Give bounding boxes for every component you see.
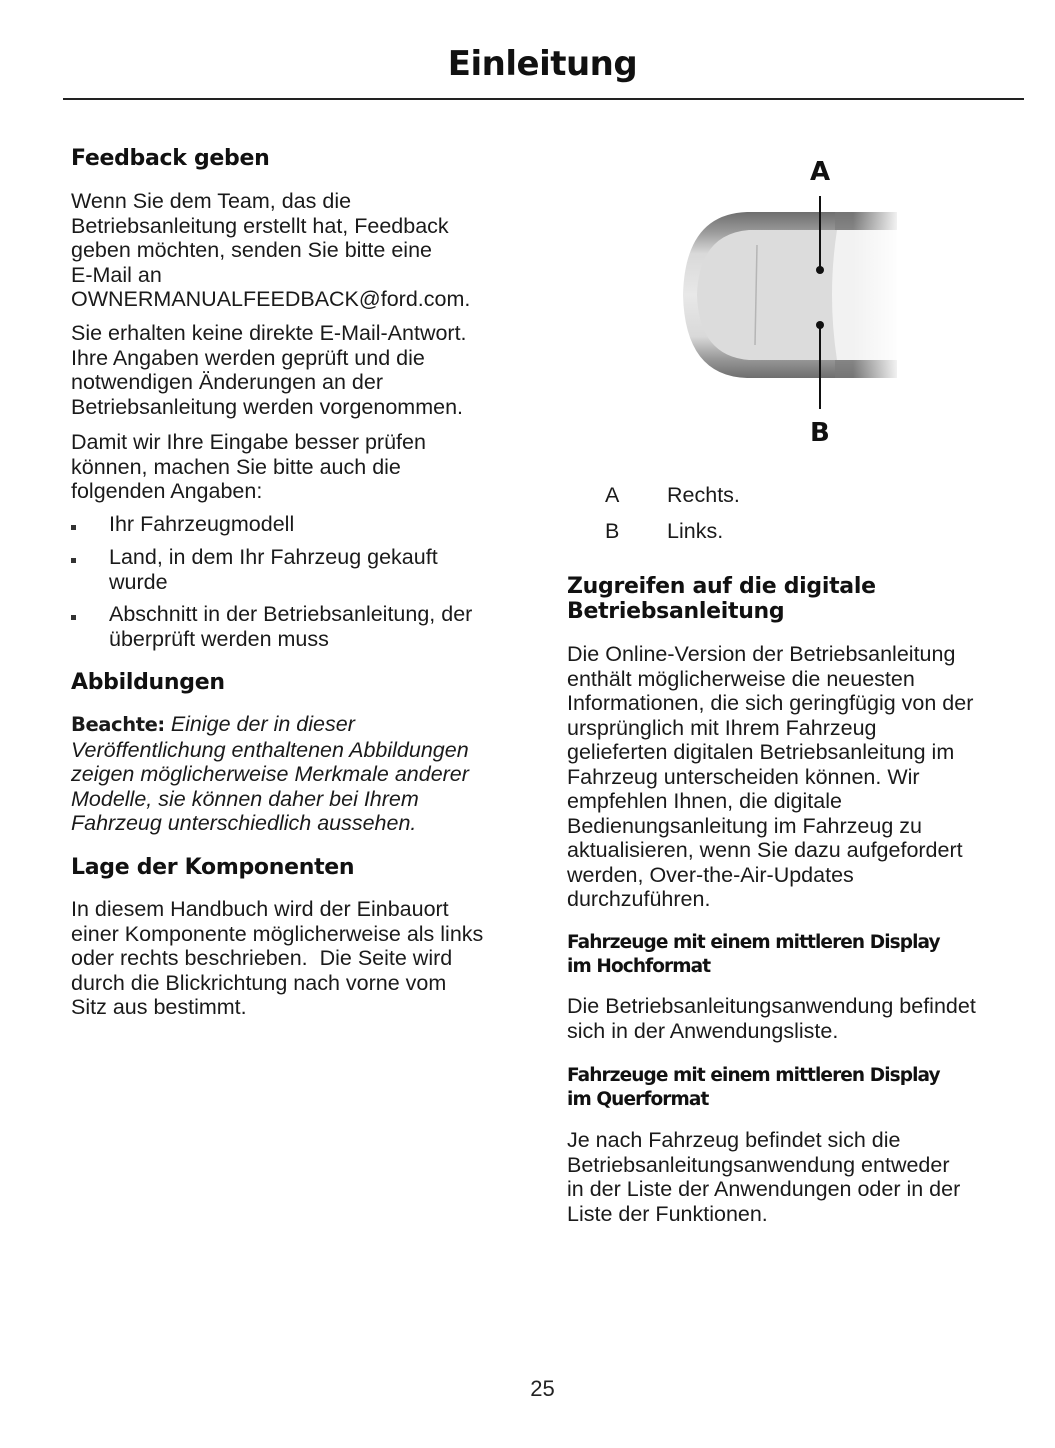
page-title: Einleitung xyxy=(447,44,638,84)
querformat-paragraph: Je nach Fahrzeug befindet sich die Betriebsanleitungsanwendung entweder in der Liste der Anwendungen oder in der Liste der Funktionen. xyxy=(567,1128,961,1226)
feedback-paragraph-1: Wenn Sie dem Team, das die Betriebsanleitung erstellt hat, Feedback geben möchten, senden Sie bitte eine E-Mail an OWNERMANUALFEEDBACK@ford.com. xyxy=(71,189,471,311)
bullet-icon xyxy=(71,558,76,563)
heading-abbildungen: Abbildungen xyxy=(71,670,225,695)
note-block: Beachte: Einige der in dieser Veröffentlichung enthaltenen Abbildungen zeigen möglicherweise Merkmale anderer Modelle, sie können daher bei Ihrem Fahrzeug unterschiedlich aussehen. xyxy=(71,712,469,835)
page-number: 25 xyxy=(530,1376,555,1401)
heading-komponenten: Lage der Komponenten xyxy=(71,855,355,880)
feedback-paragraph-2: Sie erhalten keine direkte E-Mail-Antwort. Ihre Angaben werden geprüft und die notwendigen Änderungen an der Betriebsanleitung werden vorgenommen. xyxy=(71,321,467,419)
heading-hochformat: Fahrzeuge mit einem mittleren Display im Hochformat xyxy=(567,932,940,977)
note-label: Beachte: xyxy=(71,713,165,736)
komponenten-paragraph: In diesem Handbuch wird der Einbauort einer Komponente möglicherweise als links oder rechts beschrieben. Die Seite wird durch die Blickrichtung nach vorne vom Sitz aus bestimmt. xyxy=(71,897,484,1019)
heading-digital-manual: Zugreifen auf die digitale Betriebsanleitung xyxy=(567,574,876,624)
callout-line-a xyxy=(819,196,821,270)
figure-label-a: A xyxy=(810,157,831,187)
callout-line-b xyxy=(819,325,821,409)
bullet-icon xyxy=(71,615,76,620)
feedback-email-link[interactable]: OWNERMANUALFEEDBACK@ford.com. xyxy=(71,287,471,311)
bullet-icon xyxy=(71,525,76,530)
heading-querformat: Fahrzeuge mit einem mittleren Display im Querformat xyxy=(567,1065,940,1110)
digital-paragraph: Die Online-Version der Betriebsanleitung enthält möglicherweise die neuesten Informationen, die sich geringfügig von der ursprünglich mit Ihrem Fahrzeug gelieferten digitalen Betriebsanleitung im Fahrzeug unterscheiden können. Wir empfehlen Ihnen, die digitale Bedienungsanleitung im Fahrzeug zu aktualisieren, wenn Sie dazu aufgefordert werden, Over-the-Air-Updates durchzuführen. xyxy=(567,642,974,911)
figure-label-b: B xyxy=(810,418,830,448)
callout-dot-a xyxy=(816,266,824,274)
vehicle-top-view-figure xyxy=(567,0,1027,460)
car-top-view-icon xyxy=(677,200,897,390)
heading-feedback: Feedback geben xyxy=(71,146,270,171)
hochformat-paragraph: Die Betriebsanleitungsanwendung befindet sich in der Anwendungsliste. xyxy=(567,994,976,1043)
feedback-paragraph-3: Damit wir Ihre Eingabe besser prüfen können, machen Sie bitte auch die folgenden Angaben: xyxy=(71,430,426,503)
